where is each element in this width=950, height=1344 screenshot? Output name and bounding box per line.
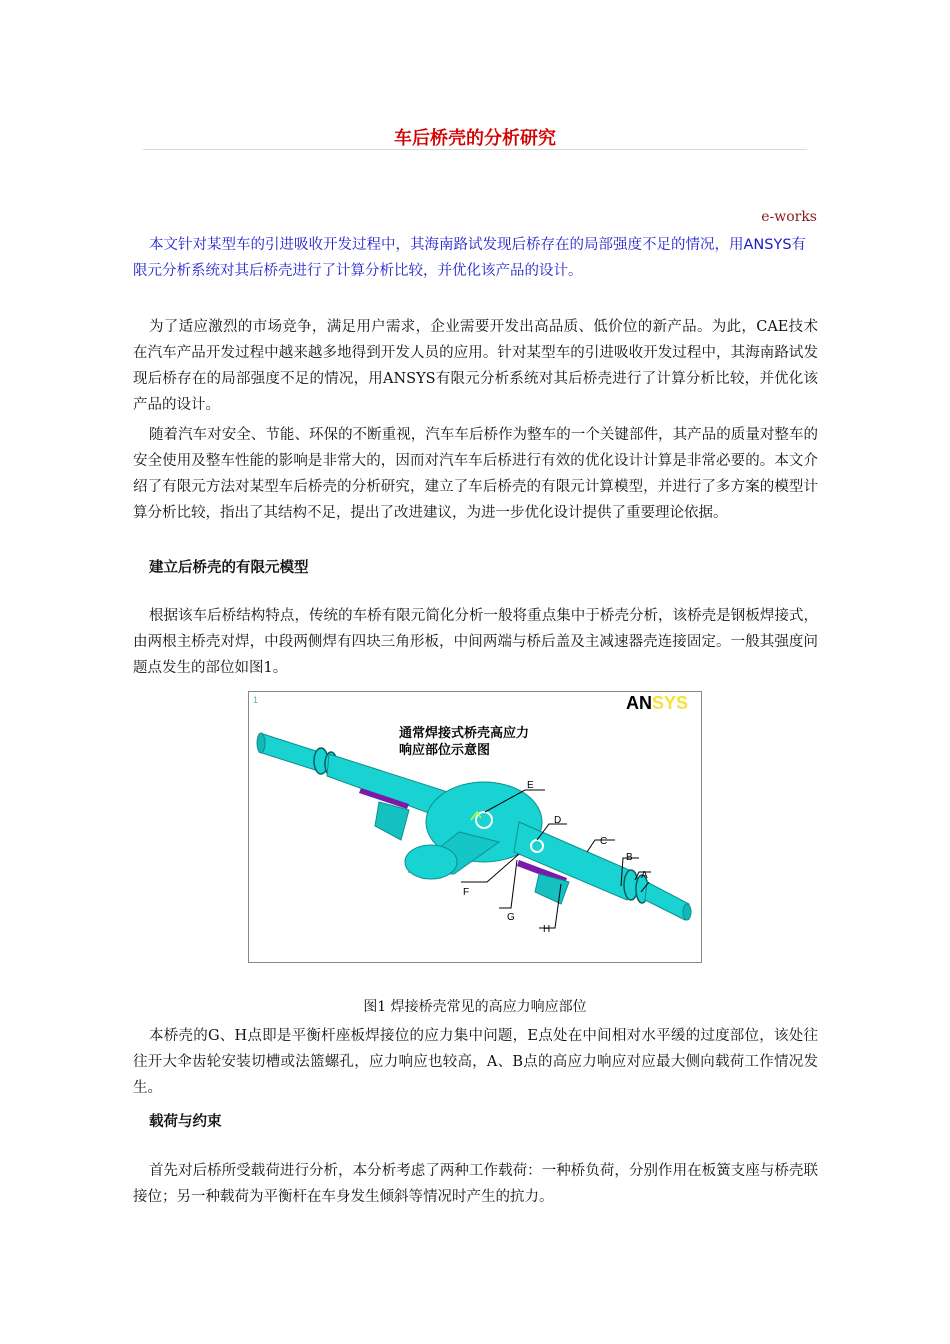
marker-e: E bbox=[527, 780, 534, 791]
corner-mark: 1 bbox=[253, 695, 259, 705]
axle-model bbox=[257, 733, 691, 920]
paragraph-stress-points: 本桥壳的G、H点即是平衡杆座板焊接位的应力集中问题，E点处在中间相对水平缓的过度部位，该处往往开大伞齿轮安装切槽或法篮螺孔，应力响应也较高，A、B点的高应力响应对应最大侧向载荷工作情况发生。 bbox=[133, 1028, 818, 1096]
axle-housing-diagram bbox=[249, 692, 701, 962]
article-title: 车后桥壳的分析研究 bbox=[394, 128, 556, 149]
marker-g: G bbox=[507, 912, 515, 923]
title-divider bbox=[143, 149, 807, 150]
section-heading-fe-model: 建立后桥壳的有限元模型 bbox=[149, 560, 309, 576]
paragraph-structure: 根据该车后桥结构特点，传统的车桥有限元简化分析一般将重点集中于桥壳分析，该桥壳是钢板焊接式，由两根主桥壳对焊，中段两侧焊有四块三角形板，中间两端与桥后盖及主减速器壳连接固定。一般其强度问题点发生的部位如图1。 bbox=[133, 608, 818, 676]
marker-c: C bbox=[600, 836, 608, 847]
article-abstract: 本文针对某型车的引进吸收开发过程中，其海南路试发现后桥存在的局部强度不足的情况，用ANSYS有限元分析系统对其后桥壳进行了计算分析比较，并优化该产品的设计。 bbox=[133, 237, 807, 279]
figure-caption: 图1 焊接桥壳常见的高应力响应部位 bbox=[363, 999, 587, 1015]
paragraph-background: 随着汽车对安全、节能、环保的不断重视，汽车车后桥作为整车的一个关键部件，其产品的质量对整车的安全使用及整车性能的影响是非常大的，因而对汽车车后桥进行有效的优化设计计算是非常必要的。本文介绍了有限元方法对某型车后桥壳的分析研究，建立了车后桥壳的有限元计算模型，并进行了多方案的模型计算分析比较，指出了其结构不足，提出了改进建议，为进一步优化设计提供了重要理论依据。 bbox=[133, 427, 818, 521]
marker-a: A bbox=[641, 870, 648, 881]
article-source: e-works bbox=[761, 209, 817, 225]
figure-label-line1: 通常焊接式桥壳高应力 bbox=[399, 726, 530, 741]
marker-h: H bbox=[543, 924, 551, 935]
marker-b: B bbox=[626, 852, 633, 863]
paragraph-loads: 首先对后桥所受载荷进行分析，本分析考虑了两种工作载荷：一种桥负荷，分别作用在板簧支座与桥壳联接位；另一种载荷为平衡杆在车身发生倾斜等情况时产生的抗力。 bbox=[133, 1163, 818, 1205]
ansys-logo: ANSYS bbox=[626, 693, 689, 713]
paragraph-intro: 为了适应激烈的市场竞争，满足用户需求，企业需要开发出高品质、低价位的新产品。为此，CAE技术在汽车产品开发过程中越来越多地得到开发人员的应用。针对某型车的引进吸收开发过程中，其海南路试发现后桥存在的局部强度不足的情况，用ANSYS有限元分析系统对其后桥壳进行了计算分析比较，并优化该产品的设计。 bbox=[133, 319, 818, 413]
figure-label-line2: 响应部位示意图 bbox=[399, 743, 491, 758]
marker-f: F bbox=[463, 887, 470, 898]
marker-d: D bbox=[554, 815, 562, 826]
section-heading-loads: 载荷与约束 bbox=[149, 1114, 222, 1130]
figure-axle-housing bbox=[248, 691, 702, 963]
